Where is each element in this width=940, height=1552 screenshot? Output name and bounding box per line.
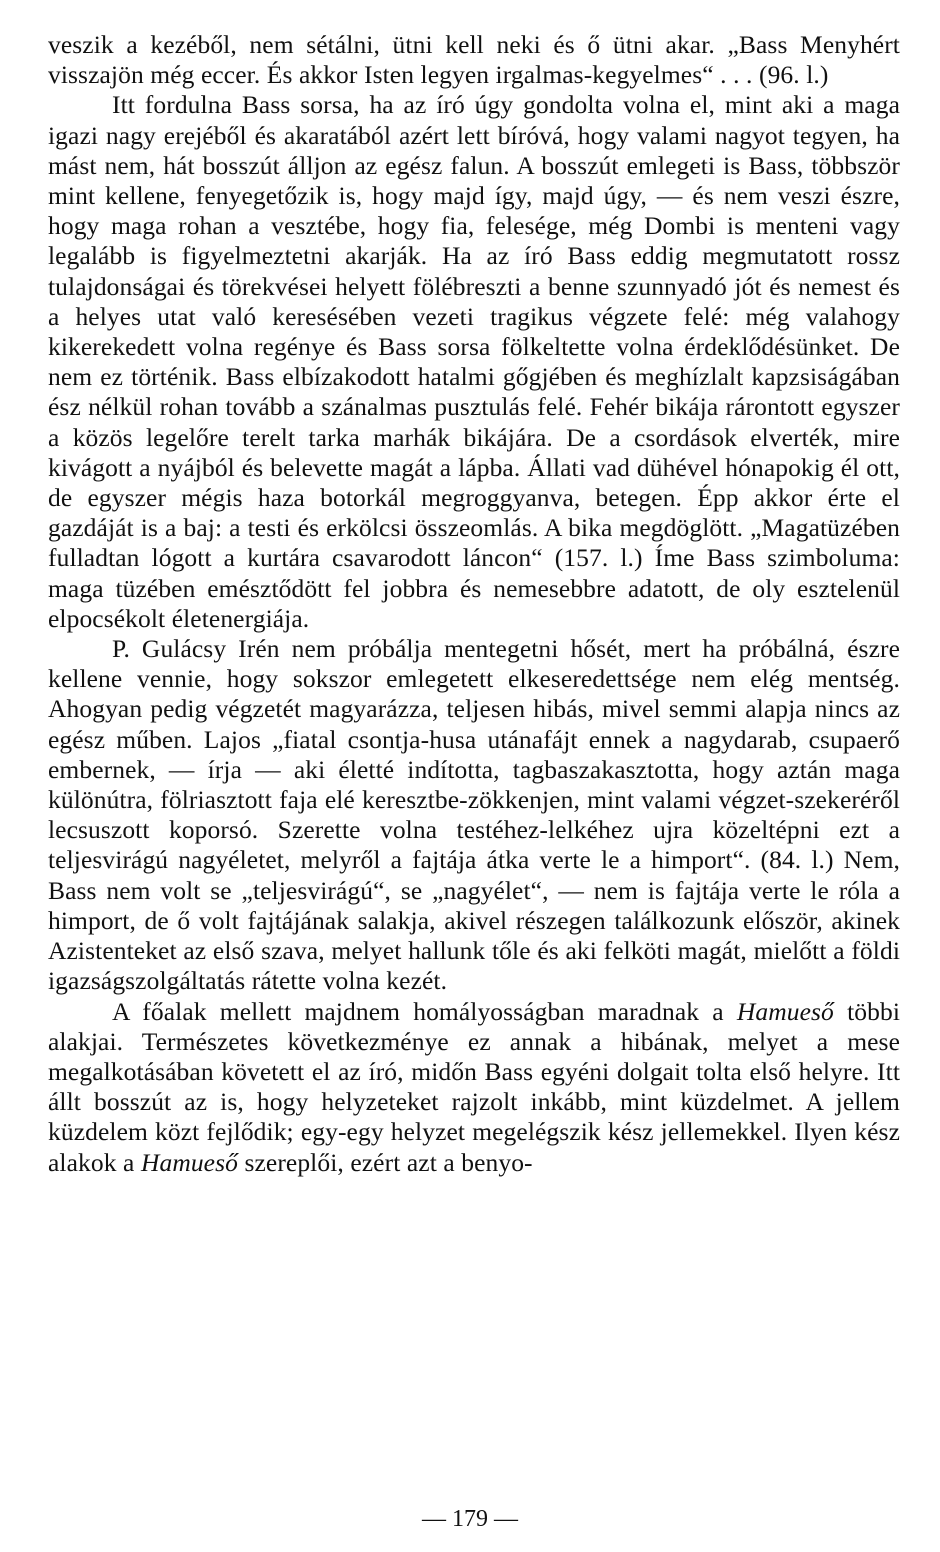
paragraph-text: A főalak mellett majdnem homályosságban maradnak a [112, 996, 737, 1026]
book-title-italic: Hamueső [736, 996, 834, 1026]
paragraph-text: szereplői, ezért azt a benyo- [237, 1147, 533, 1177]
page-number: — 179 — [422, 1506, 518, 1532]
paragraph-gulacsy [48, 634, 900, 996]
book-title-italic: Hamueső [140, 1147, 238, 1177]
paragraph-minor-characters [48, 997, 900, 1178]
paragraph-text: Itt fordulna Bass sorsa, ha az író úgy gondolta volna el, mint aki a maga igazi nagy erejéből és akaratából azért lett bíróvá, hogy valami nagyot tegyen, ha mást nem, hát bosszút álljon az egész falun. A bosszút emlegeti is Bass, többször mint kellene, fenyegetőzik is, hogy majd így, majd úgy, — és nem veszi észre, hogy maga rohan a vesztébe, hogy fia, felesége, még Dombi is menteni vagy legalább is figyelmeztetni akarják. Ha az író Bass eddig megmutatott rossz tulajdonságai és törekvései helyett fölébreszti a benne szunnyadó jót és nemest és a helyes utat való keresésében vezeti tragikus végzete felé: még valahogy kikerekedett volna regénye és Bass sorsa fölkeltette volna érdeklődésünket. De nem ez történik. Bass elbízakodott hatalmi gőgjében és meghízlalt kapzsiságában ész nélkül rohan tovább a szánalmas pusztulás felé. Fehér bikája rárontott egyszer a közös legelőre terelt tarka marhák bikájára. De a csordások elverték, mire kivágott a nyájból és belevette magát a lápba. Állati vad dühével hónapokig él ott, de egyszer mégis haza botorkál megroggyanva, betegen. Épp akkor érte el gazdáját is a baj: a testi és erkölcsi összeomlás. A bika megdöglött. „Magatüzében fulladtan lógott a kurtára csavarodott láncon“ (157. l.) Íme Bass szimboluma: maga tüzében emésztődött fel jobbra és nemesebbre adatott, de oly esztelenül elpocsékolt életenergiája. [48, 90, 900, 633]
paragraph-text: P. Gulácsy Irén nem próbálja mentegetni hősét, mert ha próbálná, észre kellene vennie, hogy sokszor emlegetett elkeseredettsége nem elég mentség. Ahogyan pedig végzetét magyarázza, teljesen hibás, mivel semmi alapja nincs az egész műben. Lajos „fiatal csontja-husa utánafájt ennek a nagydarab, csupaerő embernek, — írja — aki életté indította, tagbaszakasztotta, hogy aztán maga különútra, fölriasztott faja elé keresztbe-zökkenjen, mint valami végzet-szekeréről lecsuszott koporsó. Szerette volna testéhez-lelkéhez ujra közeltépni ezt a teljesvirágú nagyéletet, melyről a fajtája átka verte le a himport“. (84. l.) Nem, Bass nem volt se „teljesvirágú“, se „nagyélet“, — nem is fajtája verte le róla a himport, de ő volt fajtájának salakja, akivel részegen találkozunk először, akinek Azistenteket az első szava, melyet hallunk tőle és aki felköti magát, mielőtt a földi igazságszolgáltatás rátette volna kezét. [48, 634, 900, 996]
paragraph-bass-fate [48, 90, 900, 634]
paragraph-continued [48, 30, 900, 90]
paragraph-text: többi alakjai. Természetes következménye ez annak a hibának, melyet a mese megalkotásában követett el az író, midőn Bass egyéni dolgait tolta első helyre. Itt állt bosszút az is, hogy helyzeteket rajzolt inkább, mint küzdelmet. A jellem küzdelem közt fejlődik; egy-egy helyzet megelégszik kész jellemekkel. Ilyen kész alakok a [48, 996, 900, 1177]
body-text [48, 30, 900, 1178]
paragraph-text: veszik a kezéből, nem sétálni, ütni kell neki és ő ütni akar. „Bass Menyhért visszajön még eccer. És akkor Isten legyen irgalmas-kegyelmes“ . . . (96. l.) [48, 30, 900, 90]
